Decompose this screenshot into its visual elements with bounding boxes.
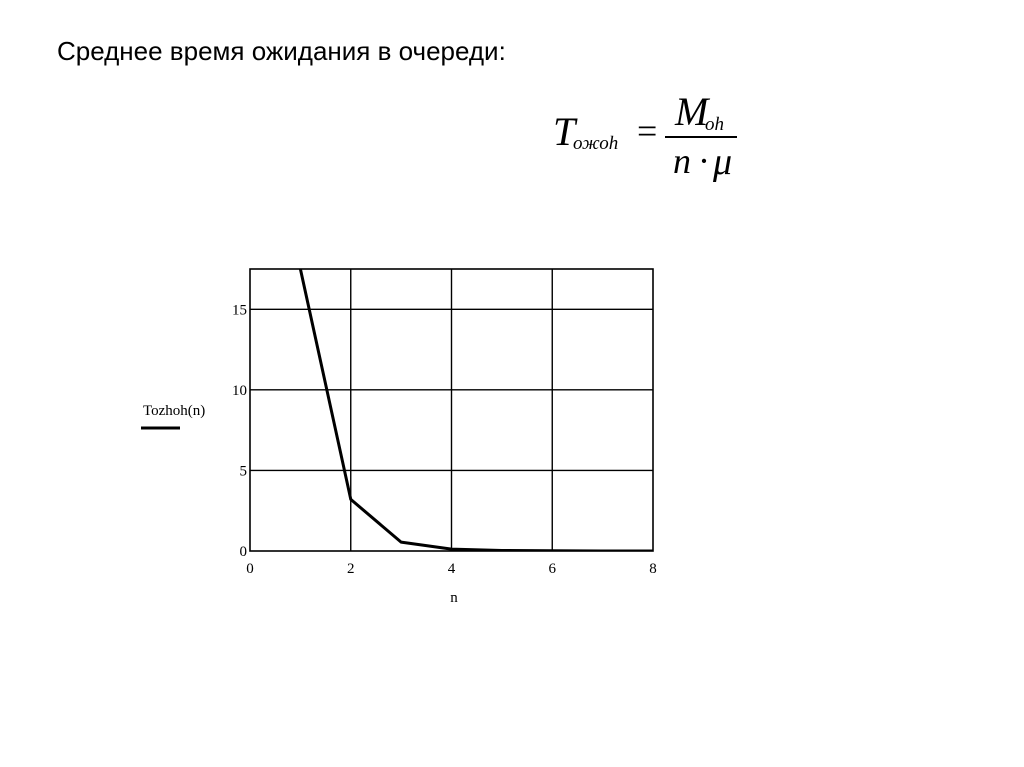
y-tick-label: 15	[232, 302, 247, 319]
formula-lhs-symbol: T	[553, 109, 576, 154]
slide-title: Среднее время ожидания в очереди:	[57, 36, 506, 66]
x-tick-label: 0	[246, 561, 254, 577]
x-tick-label: 4	[447, 561, 456, 577]
formula-equals-sign: =	[637, 111, 658, 151]
formula-denominator-mu: μ	[713, 141, 733, 183]
x-tick-label: 6	[548, 561, 556, 577]
x-axis-label: n	[450, 590, 458, 606]
y-tick-label: 10	[232, 382, 247, 399]
series-line	[300, 269, 653, 551]
x-tick-label: 8	[649, 561, 657, 577]
series-layer	[300, 269, 653, 551]
formula-numerator-subscript: oh	[705, 114, 724, 135]
formula-numerator-symbol: M	[675, 89, 709, 134]
y-tick-label: 0	[239, 544, 247, 560]
tick-labels	[232, 302, 657, 577]
formula-lhs-subscript: ожоh	[573, 133, 619, 154]
y-tick-label: 5	[239, 463, 247, 480]
formula-denominator-dot: ·	[698, 141, 710, 181]
legend-label: Tozhoh(n)	[143, 403, 206, 419]
formula-denominator-n: n	[673, 141, 691, 181]
x-tick-label: 2	[347, 561, 355, 577]
